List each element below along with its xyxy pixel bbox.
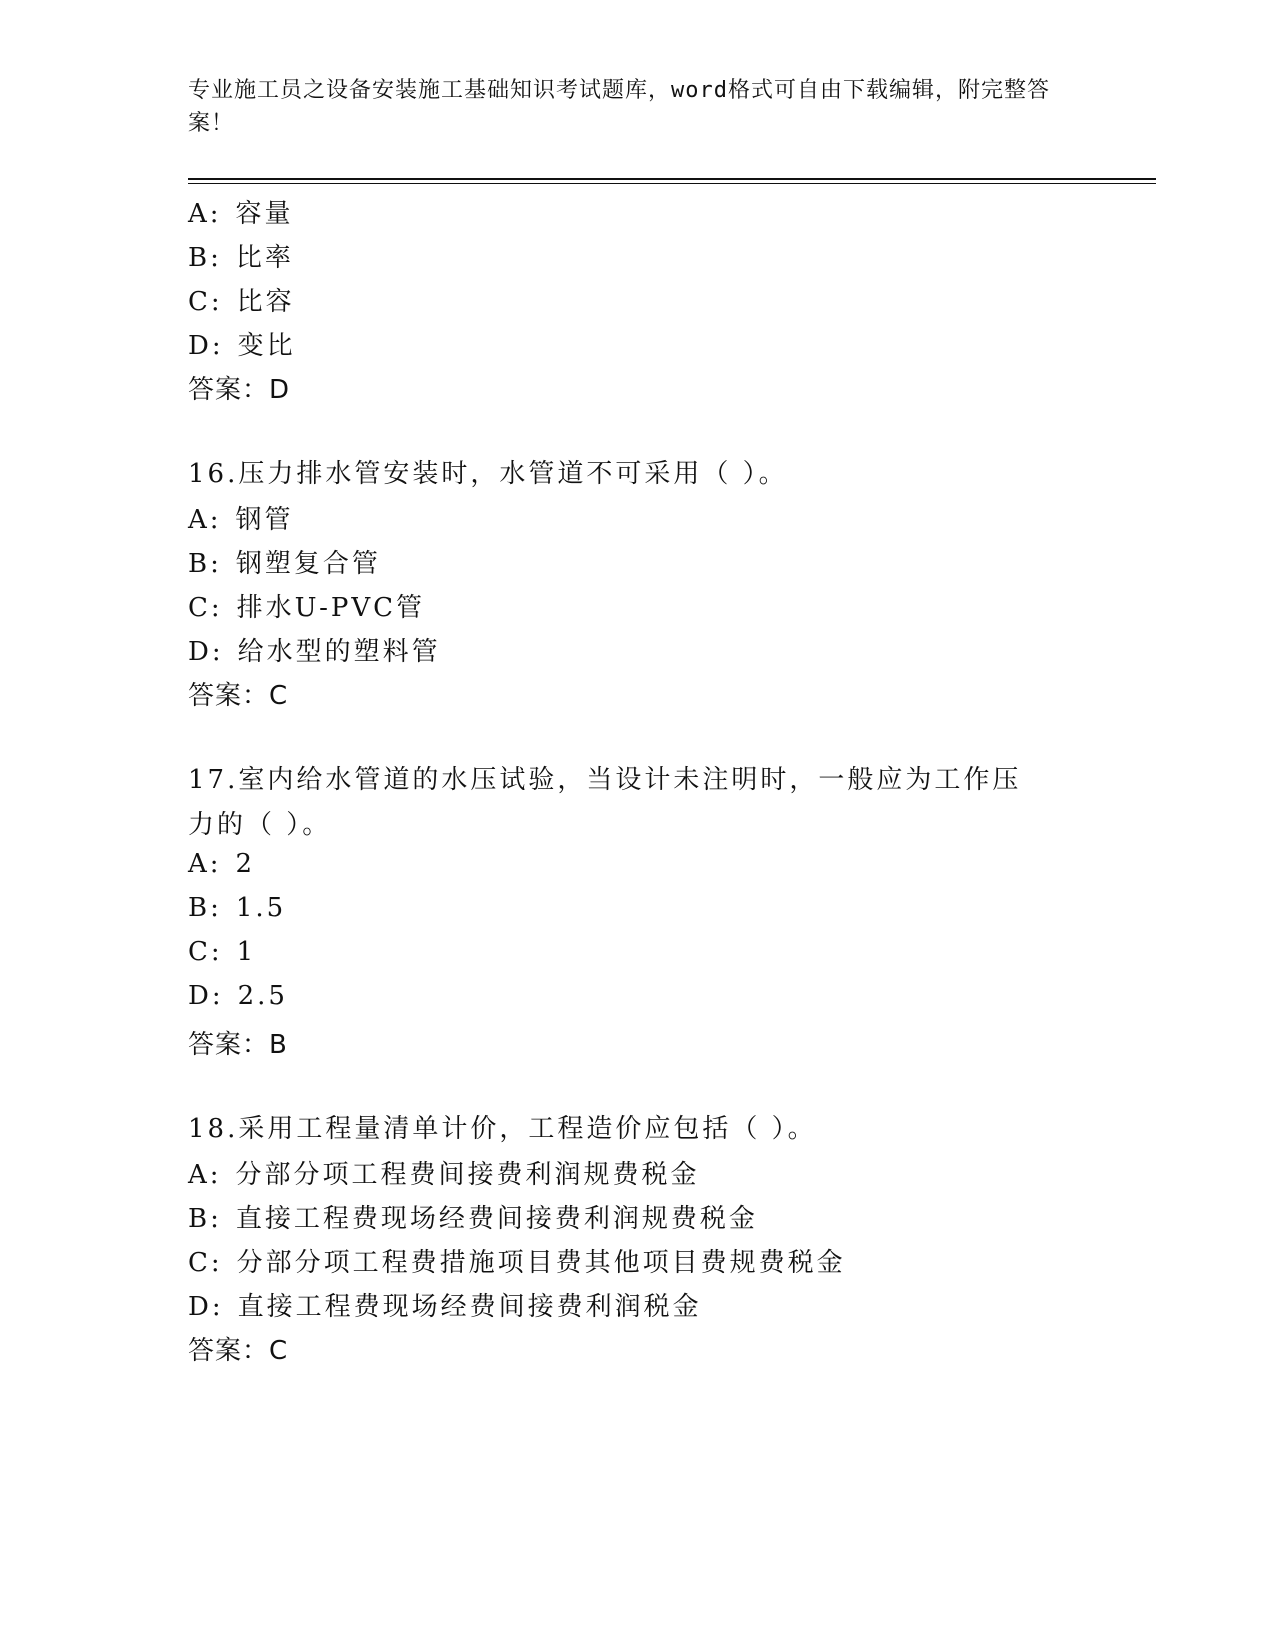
option-text: 分部分项工程费间接费利润规费税金: [235, 1160, 700, 1190]
option-a: [188, 1154, 700, 1191]
option-text: 1: [236, 937, 257, 967]
option-a: [188, 193, 294, 230]
option-d: [188, 631, 441, 668]
option-c: [188, 587, 425, 624]
option-text: 变比: [237, 331, 296, 361]
option-label: C:: [188, 287, 223, 317]
option-text: 给水型的塑料管: [237, 637, 441, 667]
option-d: [188, 981, 288, 1011]
option-text: 容量: [235, 199, 294, 229]
question-stem: 18.采用工程量清单计价，工程造价应包括（ ）。: [188, 1114, 817, 1144]
option-text: 1.5: [235, 893, 287, 923]
option-label: C:: [188, 1248, 223, 1278]
option-d: [188, 1286, 702, 1323]
option-label: B:: [188, 893, 222, 923]
header-divider-thick: [188, 178, 1156, 180]
option-b: [188, 543, 381, 580]
answer-line: 答案：B: [188, 1030, 288, 1060]
answer-line: 答案：C: [188, 681, 289, 711]
option-text: 直接工程费现场经费间接费利润规费税金: [235, 1204, 758, 1234]
option-label: B:: [188, 1204, 222, 1234]
option-label: A:: [188, 849, 222, 879]
option-label: A:: [188, 505, 222, 535]
question-stem: 16.压力排水管安装时，水管道不可采用（ ）。: [188, 459, 788, 489]
option-b: [188, 893, 286, 923]
header-divider-thin: [188, 183, 1156, 184]
option-label: D:: [188, 331, 224, 361]
option-b: [188, 1198, 758, 1235]
option-text: 2.5: [237, 981, 288, 1011]
option-text: 2: [235, 849, 256, 879]
option-text: 排水U-PVC管: [236, 593, 426, 623]
answer-line: 答案：D: [188, 375, 291, 405]
question-stem: 17.室内给水管道的水压试验，当设计未注明时，一般应为工作压力的（ ）。: [188, 765, 1022, 840]
option-text: 直接工程费现场经费间接费利润税金: [237, 1292, 702, 1322]
option-text: 比容: [236, 287, 295, 317]
option-c: [188, 281, 295, 318]
option-label: B:: [188, 243, 222, 273]
option-text: 钢管: [235, 505, 294, 535]
option-label: A:: [188, 199, 222, 229]
option-label: D:: [188, 981, 224, 1011]
option-a: [188, 849, 255, 879]
option-c: [188, 1242, 846, 1279]
option-a: [188, 499, 294, 536]
option-d: [188, 325, 296, 362]
option-text: 比率: [235, 243, 294, 273]
answer-line: 答案：C: [188, 1336, 289, 1366]
document-header: 专业施工员之设备安装施工基础知识考试题库，word格式可自由下载编辑，附完整答案！: [188, 78, 1050, 136]
option-label: B:: [188, 549, 222, 579]
option-label: D:: [188, 637, 224, 667]
option-text: 分部分项工程费措施项目费其他项目费规费税金: [236, 1248, 846, 1278]
option-label: A:: [188, 1160, 222, 1190]
option-c: [188, 937, 256, 967]
option-text: 钢塑复合管: [235, 549, 381, 579]
option-label: D:: [188, 1292, 224, 1322]
option-label: C:: [188, 593, 223, 623]
option-b: [188, 237, 294, 274]
option-label: C:: [188, 937, 223, 967]
